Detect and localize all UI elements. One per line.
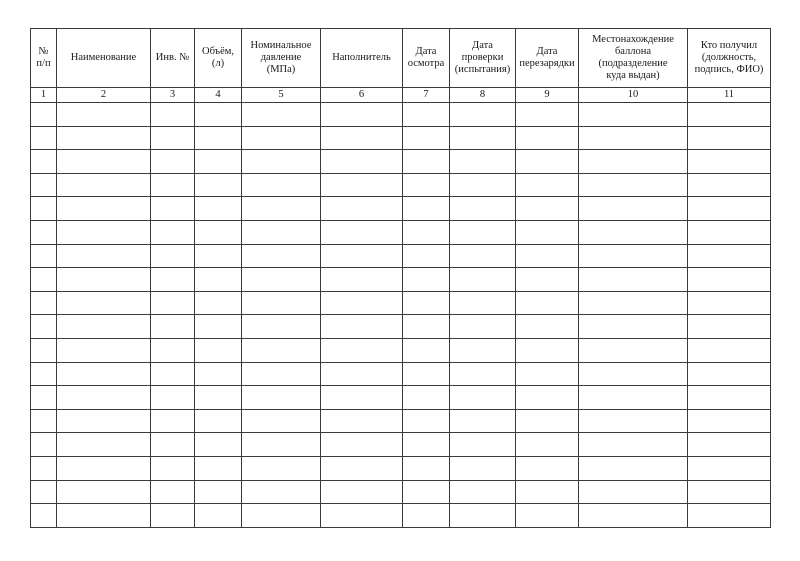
table-cell [450, 244, 516, 268]
table-row [31, 126, 771, 150]
column-number-cell: 1 [31, 88, 57, 103]
table-cell [321, 456, 403, 480]
table-cell [31, 504, 57, 528]
table-cell [403, 409, 450, 433]
table-row [31, 197, 771, 221]
table-cell [688, 268, 771, 292]
table-cell [57, 244, 151, 268]
table-cell [403, 173, 450, 197]
table-cell [57, 480, 151, 504]
table-cell [31, 150, 57, 174]
table-cell [450, 338, 516, 362]
table-cell [403, 291, 450, 315]
table-cell [57, 197, 151, 221]
column-number-cell: 9 [516, 88, 579, 103]
table-cell [688, 291, 771, 315]
table-cell [579, 362, 688, 386]
table-cell [242, 126, 321, 150]
table-cell [688, 480, 771, 504]
table-cell [579, 173, 688, 197]
table-cell [151, 409, 195, 433]
table-cell [31, 480, 57, 504]
table-cell [195, 504, 242, 528]
table-cell [516, 291, 579, 315]
table-cell [57, 315, 151, 339]
table-cell [321, 150, 403, 174]
table-cell [31, 220, 57, 244]
table-cell [321, 338, 403, 362]
table-cell [321, 315, 403, 339]
table-cell [57, 504, 151, 528]
table-cell [450, 362, 516, 386]
table-cell [403, 433, 450, 457]
table-cell [688, 504, 771, 528]
table-cell [516, 197, 579, 221]
table-cell [403, 220, 450, 244]
table-cell [688, 386, 771, 410]
table-cell [151, 480, 195, 504]
table-cell [579, 197, 688, 221]
table-cell [195, 433, 242, 457]
header-cell-name [57, 29, 151, 88]
table-cell [579, 480, 688, 504]
table-cell [242, 338, 321, 362]
table-cell [321, 103, 403, 127]
table-cell [321, 480, 403, 504]
table-cell [31, 197, 57, 221]
table-cell [688, 150, 771, 174]
table-cell [151, 291, 195, 315]
table-cell [403, 150, 450, 174]
table-cell [195, 220, 242, 244]
table-row [31, 480, 771, 504]
table-row [31, 150, 771, 174]
table-cell [516, 173, 579, 197]
table-cell [151, 315, 195, 339]
table-row [31, 409, 771, 433]
table-cell [321, 126, 403, 150]
table-cell [242, 315, 321, 339]
table-cell [688, 220, 771, 244]
table-cell [242, 504, 321, 528]
table-cell [31, 456, 57, 480]
table-cell [321, 504, 403, 528]
table-cell [579, 291, 688, 315]
table-cell [242, 268, 321, 292]
table-cell [321, 362, 403, 386]
table-cell [242, 220, 321, 244]
table-cell [450, 480, 516, 504]
table-cell [57, 291, 151, 315]
table-cell [242, 291, 321, 315]
table-cell [31, 315, 57, 339]
table-cell [321, 291, 403, 315]
header-label: № п/п [36, 46, 51, 69]
table-cell [57, 268, 151, 292]
table-cell [195, 173, 242, 197]
table-cell [450, 291, 516, 315]
header-cell-volume [195, 29, 242, 88]
table-cell [321, 409, 403, 433]
table-cell [31, 433, 57, 457]
table-cell [516, 456, 579, 480]
table-cell [579, 103, 688, 127]
table-cell [195, 409, 242, 433]
table-cell [195, 244, 242, 268]
table-cell [579, 409, 688, 433]
header-label: Объём, (л) [201, 46, 235, 69]
table-cell [242, 150, 321, 174]
table-cell [31, 244, 57, 268]
table-cell [688, 338, 771, 362]
table-cell [151, 173, 195, 197]
header-label: Наименование [70, 52, 137, 63]
table-cell [688, 244, 771, 268]
table-cell [450, 150, 516, 174]
table-cell [195, 197, 242, 221]
table-cell [688, 362, 771, 386]
table-cell [151, 268, 195, 292]
table-cell [579, 220, 688, 244]
table-cell [516, 315, 579, 339]
table-cell [450, 197, 516, 221]
table-cell [450, 504, 516, 528]
table-cell [450, 433, 516, 457]
table-cell [242, 362, 321, 386]
table-body [31, 103, 771, 528]
header-cell-filler [321, 29, 403, 88]
table-cell [688, 409, 771, 433]
table-cell [151, 150, 195, 174]
table-cell [450, 409, 516, 433]
table-cell [450, 386, 516, 410]
table-cell [403, 362, 450, 386]
table-row [31, 386, 771, 410]
table-cell [403, 197, 450, 221]
table-cell [31, 173, 57, 197]
header-label: Дата осмотра [407, 46, 445, 69]
table-cell [579, 504, 688, 528]
table-cell [403, 126, 450, 150]
header-label: Номинальное давление (МПа) [250, 40, 312, 75]
table-row [31, 103, 771, 127]
header-row [31, 29, 771, 88]
table-cell [579, 126, 688, 150]
table-cell [688, 197, 771, 221]
header-label: Кто получил (должность, подпись, ФИО) [694, 40, 764, 75]
table-cell [57, 220, 151, 244]
header-cell-row-number [31, 29, 57, 88]
table-cell [516, 103, 579, 127]
table-cell [31, 291, 57, 315]
table-cell [516, 150, 579, 174]
table-cell [242, 173, 321, 197]
table-cell [516, 362, 579, 386]
table-cell [151, 386, 195, 410]
table-cell [57, 126, 151, 150]
table-cell [516, 338, 579, 362]
table-cell [516, 386, 579, 410]
table-cell [242, 386, 321, 410]
table-cell [151, 362, 195, 386]
table-cell [516, 126, 579, 150]
header-label: Дата перезарядки [519, 46, 575, 69]
column-number-cell: 11 [688, 88, 771, 103]
table-cell [403, 103, 450, 127]
table-cell [242, 433, 321, 457]
column-number-row [31, 88, 771, 103]
table-cell [195, 268, 242, 292]
table-cell [57, 338, 151, 362]
table-row [31, 504, 771, 528]
table-cell [321, 220, 403, 244]
table-cell [195, 126, 242, 150]
table-cell [450, 456, 516, 480]
table-cell [242, 409, 321, 433]
column-number-cell: 7 [403, 88, 450, 103]
header-cell-nominal-pressure [242, 29, 321, 88]
table-cell [242, 197, 321, 221]
table-row [31, 433, 771, 457]
table-cell [450, 315, 516, 339]
table-cell [31, 362, 57, 386]
table-cell [57, 150, 151, 174]
table-row [31, 362, 771, 386]
header-cell-inventory-number [151, 29, 195, 88]
table-cell [242, 103, 321, 127]
table-cell [579, 456, 688, 480]
column-number-cell: 3 [151, 88, 195, 103]
table-cell [516, 244, 579, 268]
table-cell [450, 220, 516, 244]
table-cell [579, 244, 688, 268]
table-cell [195, 291, 242, 315]
column-number-cell: 8 [450, 88, 516, 103]
column-number-cell: 4 [195, 88, 242, 103]
table-cell [151, 220, 195, 244]
table-cell [195, 480, 242, 504]
table-cell [688, 456, 771, 480]
table-cell [57, 103, 151, 127]
table-cell [403, 386, 450, 410]
table-cell [151, 103, 195, 127]
table-cell [403, 456, 450, 480]
table-cell [151, 244, 195, 268]
table-cell [403, 480, 450, 504]
table-row [31, 244, 771, 268]
table-cell [403, 268, 450, 292]
table-cell [31, 268, 57, 292]
table-cell [57, 409, 151, 433]
table-cell [688, 103, 771, 127]
table-cell [579, 268, 688, 292]
table-cell [516, 220, 579, 244]
table-cell [688, 315, 771, 339]
table-cell [516, 433, 579, 457]
table-cell [57, 362, 151, 386]
table-cell [195, 315, 242, 339]
header-cell-recharge-date [516, 29, 579, 88]
cylinder-register-table [30, 28, 771, 528]
table-cell [579, 386, 688, 410]
table-cell [450, 173, 516, 197]
table-row [31, 291, 771, 315]
table-cell [195, 103, 242, 127]
table-cell [579, 150, 688, 174]
table-cell [151, 504, 195, 528]
column-number-cell: 2 [57, 88, 151, 103]
table-cell [151, 433, 195, 457]
table-cell [31, 409, 57, 433]
column-number-cell: 6 [321, 88, 403, 103]
table-cell [450, 103, 516, 127]
header-label: Местонахождение баллона (подразделение куда выдан) [592, 34, 674, 81]
table-cell [403, 315, 450, 339]
table-cell [242, 480, 321, 504]
table-cell [516, 268, 579, 292]
table-cell [31, 386, 57, 410]
table-cell [579, 338, 688, 362]
table-cell [242, 244, 321, 268]
column-number-cell: 5 [242, 88, 321, 103]
header-label: Инв. № [155, 52, 190, 63]
table-cell [321, 268, 403, 292]
table-cell [403, 504, 450, 528]
table-cell [579, 433, 688, 457]
header-cell-location [579, 29, 688, 88]
table-cell [31, 338, 57, 362]
table-row [31, 315, 771, 339]
table-row [31, 456, 771, 480]
table-cell [57, 386, 151, 410]
table-cell [151, 338, 195, 362]
table-cell [321, 173, 403, 197]
header-cell-inspection-date [403, 29, 450, 88]
table-cell [31, 103, 57, 127]
table-cell [579, 315, 688, 339]
table-cell [57, 433, 151, 457]
table-cell [151, 197, 195, 221]
column-number-cell: 10 [579, 88, 688, 103]
table-cell [516, 409, 579, 433]
table-cell [516, 504, 579, 528]
table-row [31, 268, 771, 292]
table-cell [195, 456, 242, 480]
table-cell [321, 197, 403, 221]
table-cell [57, 173, 151, 197]
table-cell [195, 150, 242, 174]
table-row [31, 338, 771, 362]
table-cell [31, 126, 57, 150]
table-cell [516, 480, 579, 504]
table-row [31, 220, 771, 244]
table-cell [688, 173, 771, 197]
table-cell [151, 456, 195, 480]
table-cell [321, 433, 403, 457]
header-cell-recipient [688, 29, 771, 88]
table-cell [321, 244, 403, 268]
table-cell [57, 456, 151, 480]
table-cell [450, 268, 516, 292]
table-cell [321, 386, 403, 410]
table-row [31, 173, 771, 197]
table-cell [195, 362, 242, 386]
table-cell [151, 126, 195, 150]
table-cell [242, 456, 321, 480]
table-cell [688, 433, 771, 457]
header-cell-test-date [450, 29, 516, 88]
table-cell [195, 338, 242, 362]
header-label: Наполнитель [332, 52, 391, 63]
table-cell [403, 244, 450, 268]
table-cell [403, 338, 450, 362]
table-cell [195, 386, 242, 410]
table-cell [688, 126, 771, 150]
header-label: Дата проверки (испытания) [454, 40, 511, 75]
table-cell [450, 126, 516, 150]
